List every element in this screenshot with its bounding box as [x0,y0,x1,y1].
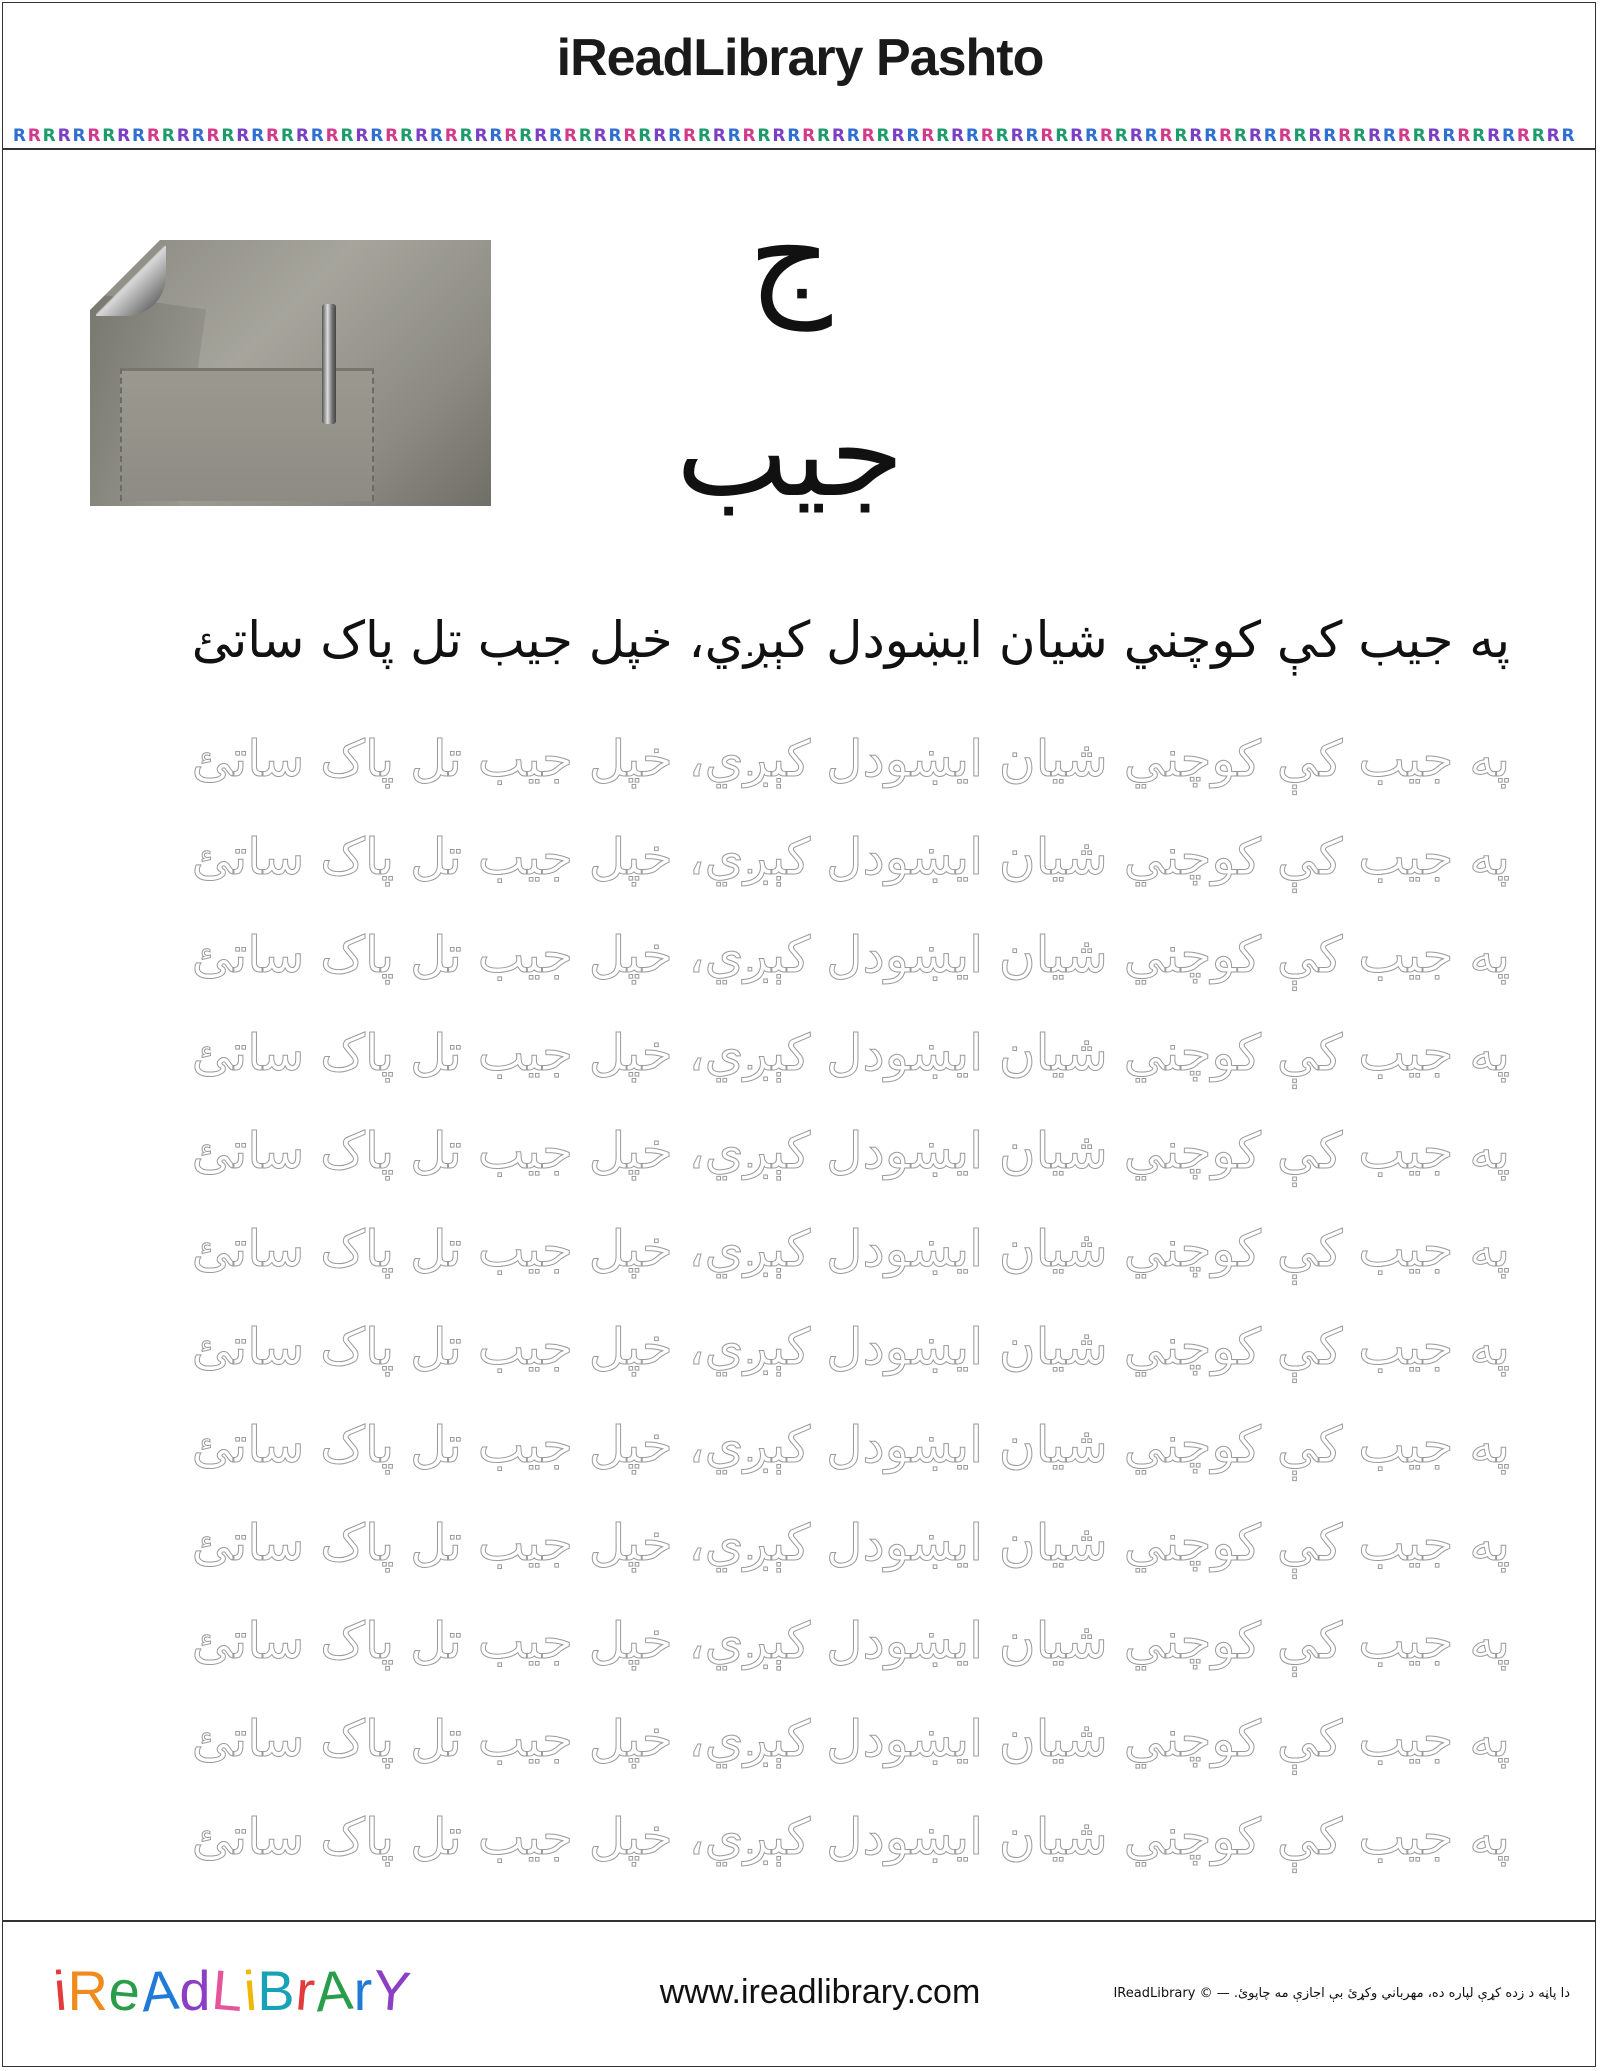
ribbon-glyph: R [459,126,473,146]
header-divider [2,148,1596,150]
ribbon-glyph: R [102,126,116,146]
ribbon-glyph: R [548,126,563,146]
ribbon-glyph: R [1040,126,1054,146]
ribbon-glyph: R [1219,126,1233,146]
ribbon-glyph: R [742,126,756,146]
ribbon-glyph: R [1397,126,1411,146]
ribbon-glyph: R [489,126,503,146]
trace-line: په جیب کې کوچني شیان ایښودل کېږي، خپل جیب تل پاک ساتئ [191,1024,1510,1082]
ribbon-glyph: R [414,126,429,146]
trace-line: په جیب کې کوچني شیان ایښودل کېږي، خپل جیب تل پاک ساتئ [191,926,1510,984]
ribbon-glyph: R [400,126,414,146]
ribbon-glyph: R [980,126,994,146]
ribbon-glyph: R [57,126,71,146]
ribbon-glyph: R [1308,126,1322,146]
ribbon-glyph: R [727,126,741,146]
ribbon-glyph: R [1248,126,1262,146]
ribbon-glyph: R [638,126,652,146]
ribbon-glyph: R [132,126,146,146]
ribbon-glyph: R [534,126,548,146]
ribbon-glyph: R [1457,126,1471,146]
page-title: iReadLibrary Pashto [556,29,1044,87]
ribbon-glyph: R [951,126,965,146]
ribbon-glyph: R [1010,126,1024,146]
ribbon-glyph: R [1367,126,1382,146]
ribbon-glyph: R [280,126,295,146]
featured-word: جیب [675,385,905,524]
ribbon-glyph: R [891,126,905,146]
ribbon-glyph: R [1025,126,1039,146]
ribbon-glyph: R [623,126,637,146]
decorative-ribbon [12,126,1578,146]
ribbon-glyph: R [1159,126,1173,146]
trace-line: په جیب کې کوچني شیان ایښودل کېږي، خپل جیب تل پاک ساتئ [191,1514,1510,1572]
logo-letter: L [208,1957,247,2024]
ribbon-glyph: R [1338,126,1352,146]
ribbon-glyph: R [653,126,667,146]
ribbon-glyph: R [146,126,160,146]
jacket-pocket-photo [90,240,491,506]
ribbon-glyph: R [340,126,354,146]
ribbon-glyph: R [921,126,935,146]
ribbon-glyph: R [325,126,339,146]
ribbon-glyph: R [1085,126,1099,146]
ribbon-glyph: R [206,126,220,146]
ribbon-glyph: R [176,126,190,146]
footer-divider [2,1920,1596,1922]
ribbon-glyph: R [816,126,831,146]
ribbon-glyph: R [191,126,205,146]
ribbon-glyph: R [772,126,786,146]
ribbon-glyph: R [12,126,26,146]
trace-line: په جیب کې کوچني شیان ایښودل کېږي، خپل جیب تل پاک ساتئ [191,828,1510,886]
ribbon-glyph: R [712,126,726,146]
ribbon-glyph: R [519,126,533,146]
trace-line: په جیب کې کوچني شیان ایښودل کېږي، خپل جیب تل پاک ساتئ [191,1808,1510,1866]
logo-letter: d [179,1959,212,2022]
logo-letter: i [51,1958,71,2023]
website-link[interactable]: www.ireadlibrary.com [659,1973,981,2011]
ribbon-glyph: R [1427,126,1441,146]
pen-icon [322,304,336,424]
trace-line: په جیب کې کوچني شیان ایښودل کېږي، خپل جیب تل پاک ساتئ [191,730,1510,788]
ribbon-glyph: R [1293,126,1307,146]
trace-line: په جیب کې کوچني شیان ایښودل کېږي، خپل جیب تل پاک ساتئ [191,1318,1510,1376]
ribbon-glyph: R [1382,126,1396,146]
ribbon-glyph: R [906,126,920,146]
ribbon-glyph: R [757,126,771,146]
ribbon-glyph: R [831,126,845,146]
ribbon-glyph: R [266,126,280,146]
ireadlibrary-logo [51,1956,415,2026]
ribbon-glyph: R [846,126,860,146]
ribbon-glyph: R [355,126,369,146]
ribbon-glyph: R [385,126,399,146]
ribbon-glyph: R [251,126,265,146]
logo-letter: i [240,1958,260,2023]
ribbon-glyph: R [1472,126,1486,146]
ribbon-glyph: R [1055,126,1069,146]
ribbon-glyph: R [504,126,518,146]
ribbon-glyph: R [1442,126,1456,146]
ribbon-glyph: R [87,126,101,146]
ribbon-glyph: R [161,126,175,146]
ribbon-glyph: R [1516,126,1530,146]
logo-letter: B [257,1959,296,2022]
ribbon-glyph: R [1233,126,1248,146]
ribbon-glyph: R [1189,126,1203,146]
ribbon-glyph: R [876,126,890,146]
ribbon-glyph: R [444,126,458,146]
ribbon-glyph: R [1412,126,1426,146]
ribbon-glyph: R [787,126,801,146]
ribbon-glyph: R [42,126,56,146]
logo-letter: r [292,1958,318,2023]
ribbon-glyph: R [682,126,697,146]
ribbon-glyph: R [861,126,875,146]
ribbon-glyph: R [1263,126,1277,146]
ribbon-glyph: R [295,126,309,146]
ribbon-glyph: R [1487,126,1501,146]
ribbon-glyph: R [1070,126,1084,146]
ribbon-glyph: R [236,126,250,146]
logo-letter: A [312,1957,357,2024]
ribbon-glyph: R [1353,126,1367,146]
ribbon-glyph: R [995,126,1009,146]
trace-line: په جیب کې کوچني شیان ایښودل کېږي، خپل جیب تل پاک ساتئ [191,1416,1510,1474]
logo-letter: A [138,1957,183,2024]
ribbon-glyph: R [1129,126,1143,146]
ribbon-glyph: R [370,126,384,146]
ribbon-glyph: R [578,126,592,146]
ribbon-glyph: R [1174,126,1188,146]
ribbon-glyph: R [802,126,816,146]
ribbon-glyph: R [117,126,131,146]
featured-letter: ج [748,179,832,331]
logo-letter: e [106,1957,144,2024]
ribbon-glyph: R [668,126,682,146]
ribbon-glyph: R [1323,126,1337,146]
ribbon-glyph: R [1278,126,1292,146]
logo-letter: R [67,1959,109,2022]
example-sentence: په جیب کې کوچني شیان ایښودل کېږي، خپل جیب تل پاک ساتئ [191,611,1510,669]
ribbon-glyph: R [1546,126,1560,146]
ribbon-glyph: R [310,126,324,146]
trace-line: په جیب کې کوچني شیان ایښودل کېږي، خپل جیب تل پاک ساتئ [191,1220,1510,1278]
ribbon-glyph: R [1204,126,1218,146]
ribbon-glyph: R [474,126,488,146]
ribbon-glyph: R [1114,126,1128,146]
copyright-notice: دا پاڼه د زده کړې لپاره ده، مهرباني وکړئ بې اجازې مه چاپوئ. — © IReadLibrary [1113,1986,1570,2001]
trace-line: په جیب کې کوچني شیان ایښودل کېږي، خپل جیب تل پاک ساتئ [191,1710,1510,1768]
ribbon-glyph: R [1099,126,1113,146]
trace-line: په جیب کې کوچني شیان ایښودل کېږي، خپل جیب تل پاک ساتئ [191,1122,1510,1180]
tracing-lines [90,710,1510,1886]
ribbon-glyph: R [697,126,711,146]
ribbon-glyph: R [563,126,577,146]
ribbon-glyph: R [1561,126,1575,146]
ribbon-glyph: R [1144,126,1158,146]
logo-letter: r [353,1959,374,2022]
trace-line: په جیب کې کوچني شیان ایښودل کېږي، خپل جیب تل پاک ساتئ [191,1612,1510,1670]
ribbon-glyph: R [608,126,622,146]
logo-letter: Y [370,1957,415,2024]
ribbon-glyph: R [429,126,443,146]
ribbon-glyph: R [72,126,86,146]
ribbon-glyph: R [1531,126,1545,146]
ribbon-glyph: R [936,126,950,146]
ribbon-glyph: R [1501,126,1516,146]
ribbon-glyph: R [27,126,41,146]
ribbon-glyph: R [965,126,979,146]
ribbon-glyph: R [221,126,235,146]
ribbon-glyph: R [593,126,607,146]
